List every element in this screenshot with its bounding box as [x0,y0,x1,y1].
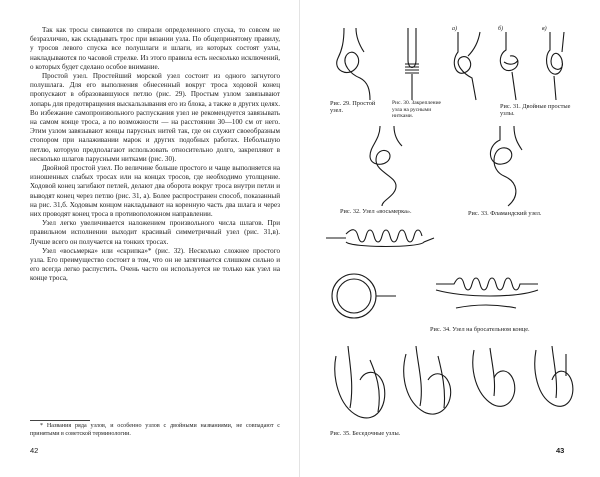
fig31-label-c: в) [542,26,547,32]
caption-fig-30: Рис. 30. Закрепление узла на русными нитками. [392,100,441,120]
paragraph-intro: Так как тросы свиваются по спирали определенного спуска, то совсем не безразлично, как складывать трос при вязании узла. По общепринятому правилу, у тросов левого спуска все полушлаги и шлаги, из которых состоят узлы, накладываются по часовой стрелке. Из этого правила есть несколько исключений, о которых будет сделано особое внимание. [30,26,280,71]
body-text [30,26,280,284]
figure-33-flemish-knot [478,126,536,206]
figure-31-double-knots [450,22,578,100]
figure-35-bowline-knots [330,346,580,430]
paragraph-enlarge: Узел легко увеличивается наложением произвольного числа шлагов. При правильном исполнении выходит красивый симметричный узел (рис. 31,в). Лучше всего он получается на тонких тросах. [30,219,280,246]
caption-fig-32: Рис. 32. Узел «восьмерка». [340,208,412,215]
figure-29-simple-knot [330,28,380,100]
fig31-label-a: а) [452,26,457,32]
footnote-rule [30,420,90,421]
paragraph-double-knot: Двойной простой узел. По величине больше простого и чаще выполняется на изношенных слабых тросах или на концах тросов, где необходимо утолщение. Ходовой конец загибают петлей, делают два оборота вокруг троса внутри петли и выводят конец через петлю (рис. 31, а). Более распространен способ, показанный на рис. 31,б. Ходовым концом накладывают на коренную часть два шлага и через них проводят конец троса в противоположном направлении. [30,164,280,219]
footnote: * Названия ряда узлов, и особенно узлов с двойными названиями, не совпадают с принятыми в советской терминологии. [30,423,280,437]
paragraph-simple-knot: Простой узел. Простейший морской узел состоит из одного загнутого полушлага. Для его выполнения обнесенный вокруг троса ходовой конец пропускают в образовавшуюся петлю (рис. 29). Простым узлом завязывают лопарь для предотвращения выскальзывания его из блока, а также в других целях. Во избежание самопроизвольного распускания узел не рекомендуется завязывать на самом конце троса, а по возможности — на расстоянии 30—100 см от него. Этим узлом завязывают концы парусных нитей так, где он служит своеобразным стопором при налаживании марок и других подобных работах. Небольшую петлю, которую предполагают использовать относительно долго, закрепляют в несколько шлагов парусными нитками (рис. 30). [30,72,280,163]
caption-fig-29: Рис. 29. Простой узел. [330,100,376,115]
page-number-right: 43 [556,446,565,455]
caption-fig-34: Рис. 34. Узел на бросательном конце. [430,326,530,333]
caption-fig-33: Рис. 33. Фламандский узел. [468,210,542,217]
figure-32-figure-eight [360,126,416,206]
caption-fig-35: Рис. 35. Беседочные узлы. [330,430,401,437]
paragraph-figure-eight: Узел «восьмерка» или «скрипка»* (рис. 32). Несколько сложнее простого узла. Его преимущество состоит в том, что он не затягивается слишком сильно и его всегда легко распустить. Очень часто он используется не только как узел на конце троса, [30,246,280,283]
page-number-left: 42 [30,446,39,455]
caption-fig-31: Рис. 31. Двойные простые узлы. [500,103,571,118]
figure-30-secured-knot [392,28,432,100]
right-page [300,0,600,477]
fig31-label-b: б) [498,26,504,32]
figure-34-heaving-knot [326,228,580,328]
